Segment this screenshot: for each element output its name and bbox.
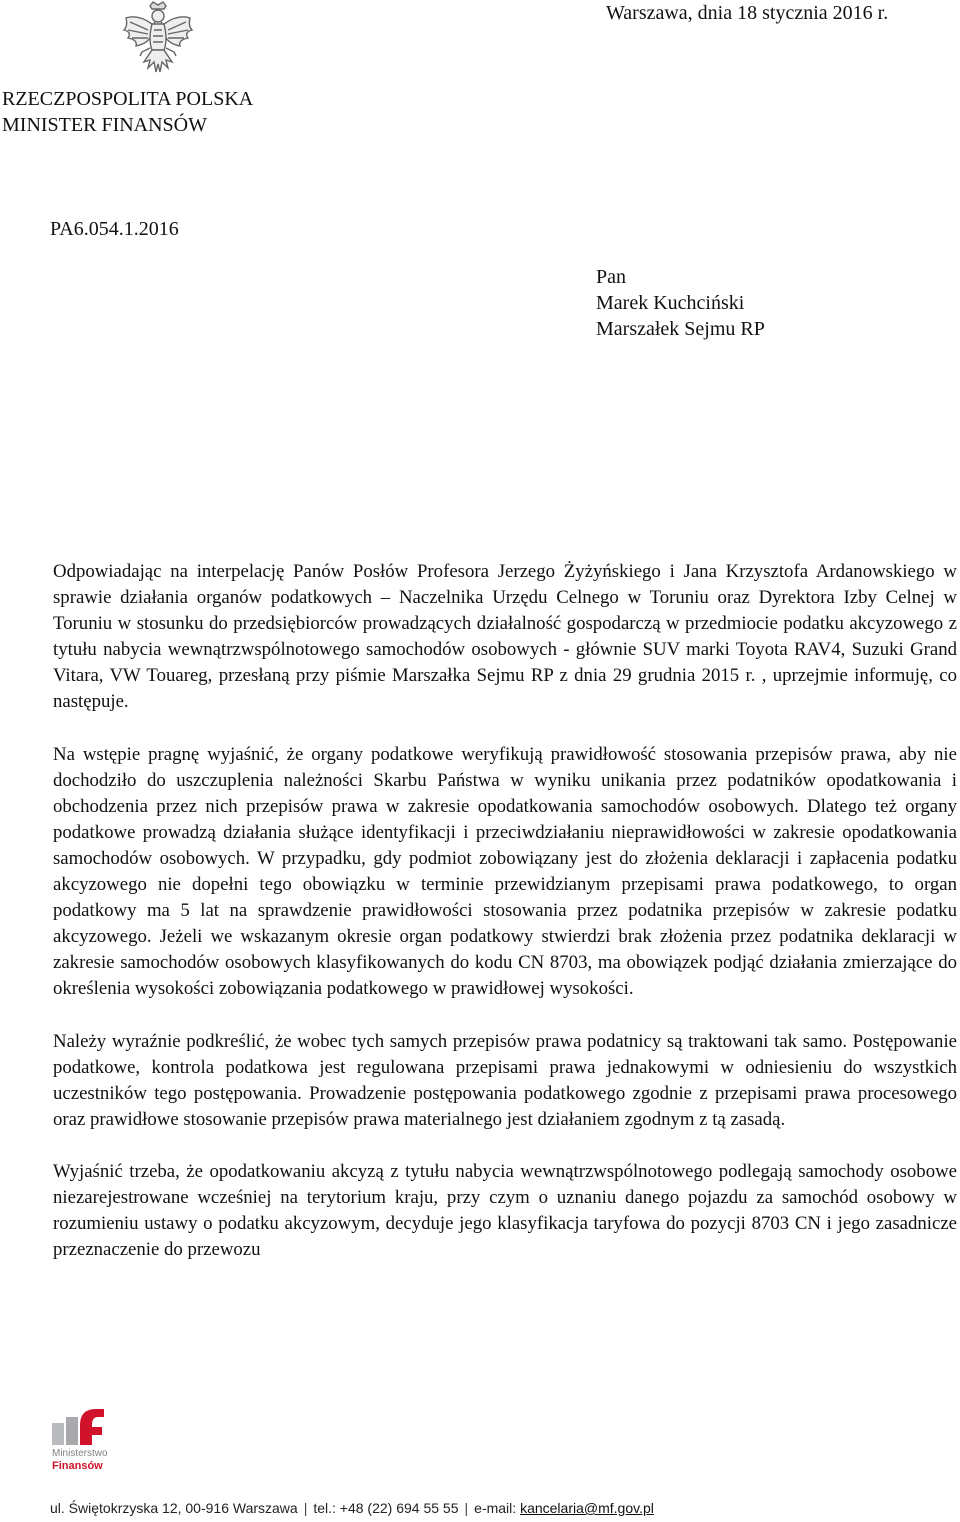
addressee-title: Marszałek Sejmu RP — [596, 318, 765, 340]
footer-email-label: e-mail: — [474, 1500, 517, 1516]
body-paragraph-1: Odpowiadając na interpelację Panów Posłów Profesora Jerzego Żyżyńskiego i Jana Krzysztofa Ardanowskiego w sprawie działania organów podatkowych – Naczelnika Urzędu Celnego w Toruniu oraz Dyrektora Izby Celnej w Toruniu w stosunku do przedsiębiorców prowadzących działalność gospodarczą w przedmiocie podatku akcyzowego z tytułu nabycia wewnątrzwspólnotowego samochodów osobowych - głównie SUV marki Toyota RAV4, Suzuki Grand Vitara, VW Touareg, przesłaną przy piśmie Marszałka Sejmu RP z dnia 29 grudnia 2015 r. , uprzejmie informuję, co następuje. — [53, 561, 957, 713]
addressee-salutation: Pan — [596, 266, 626, 288]
logo-text-finance: Finansów — [52, 1460, 103, 1472]
addressee-name: Marek Kuchciński — [596, 292, 745, 314]
footer-contact: ul. Świętokrzyska 12, 00-916 Warszawa | tel.: +48 (22) 694 55 55 | e-mail: kancelaria@mf.gov.pl — [50, 1500, 654, 1516]
sender-organization — [2, 86, 253, 138]
footer-email-link[interactable]: kancelaria@mf.gov.pl — [520, 1500, 654, 1516]
logo-text-ministry: Ministerstwo — [52, 1448, 108, 1459]
footer-phone: tel.: +48 (22) 694 55 55 — [313, 1500, 459, 1516]
body-paragraph-2: Na wstępie pragnę wyjaśnić, że organy podatkowe weryfikują prawidłowość stosowania przepisów prawa, aby nie dochodziło do uszczuplenia należności Skarbu Państwa w wyniku unikania przez podatników opodatkowania i obchodzenia przez nich przepisów prawa w zakresie opodatkowania samochodów osobowych. Dlatego też organy podatkowe prowadzą działania służące identyfikacji i przeciwdziałaniu nieprawidłowości w zakresie opodatkowania samochodów osobowych. W przypadku, gdy podmiot zobowiązany jest do złożenia deklaracji i zapłacenia podatku akcyzowego nie dopełni tego obowiązku w terminie przewidzianym przepisami prawa podatkowego, to organ podatkowy ma 5 lat na sprawdzenie prawidłowości stosowania przez podatnika przepisów w zakresie podatku akcyzowego. Jeżeli we wskazanym okresie organ podatkowy stwierdzi brak złożenia przez podatnika deklaracji w zakresie samochodów osobowych klasyfikowanych do kodu CN 8703, ma obowiązek podjąć działania zmierzające do określenia wysokości zobowiązania podatkowego w prawidłowej wysokości. — [53, 743, 957, 1000]
ministry-logo-text — [52, 1448, 108, 1472]
letter-body — [53, 559, 957, 1289]
reference-number: PA6.054.1.2016 — [50, 218, 179, 240]
org-line-republic: RZECZPOSPOLITA POLSKA — [2, 88, 254, 110]
footer-address: ul. Świętokrzyska 12, 00-916 Warszawa — [50, 1500, 298, 1516]
body-paragraph-4: Wyjaśnić trzeba, że opodatkowaniu akcyzą z tytułu nabycia wewnątrzwspólnotowego podlegają samochody osobowe niezarejestrowane wcześniej na terytorium kraju, przy czym o uznaniu danego pojazdu za samochód osobowy w rozumieniu ustawy o podatku akcyzowym, decyduje jego klasyfikacja taryfowa do pozycji 8703 CN i jego zasadnicze przeznaczenie do przewozu — [53, 1160, 957, 1261]
addressee-block — [596, 264, 765, 342]
body-paragraph-3: Należy wyraźnie podkreślić, że wobec tych samych przepisów prawa podatnicy są traktowani tak samo. Postępowanie podatkowe, kontrola podatkowa jest regulowana przepisami prawa jednakowymi w odniesieniu do wszystkich uczestników tego postępowania. Prowadzenie postępowania podatkowego zgodnie z przepisami prawa procesowego oraz prawidłowe stosowanie przepisów prawa materialnego jest działaniem zgodnym z tą zasadą. — [53, 1030, 957, 1130]
white-eagle-emblem-icon — [118, 0, 198, 76]
org-line-minister: MINISTER FINANSÓW — [2, 114, 207, 136]
letter-date: Warszawa, dnia 18 stycznia 2016 r. — [606, 2, 889, 24]
